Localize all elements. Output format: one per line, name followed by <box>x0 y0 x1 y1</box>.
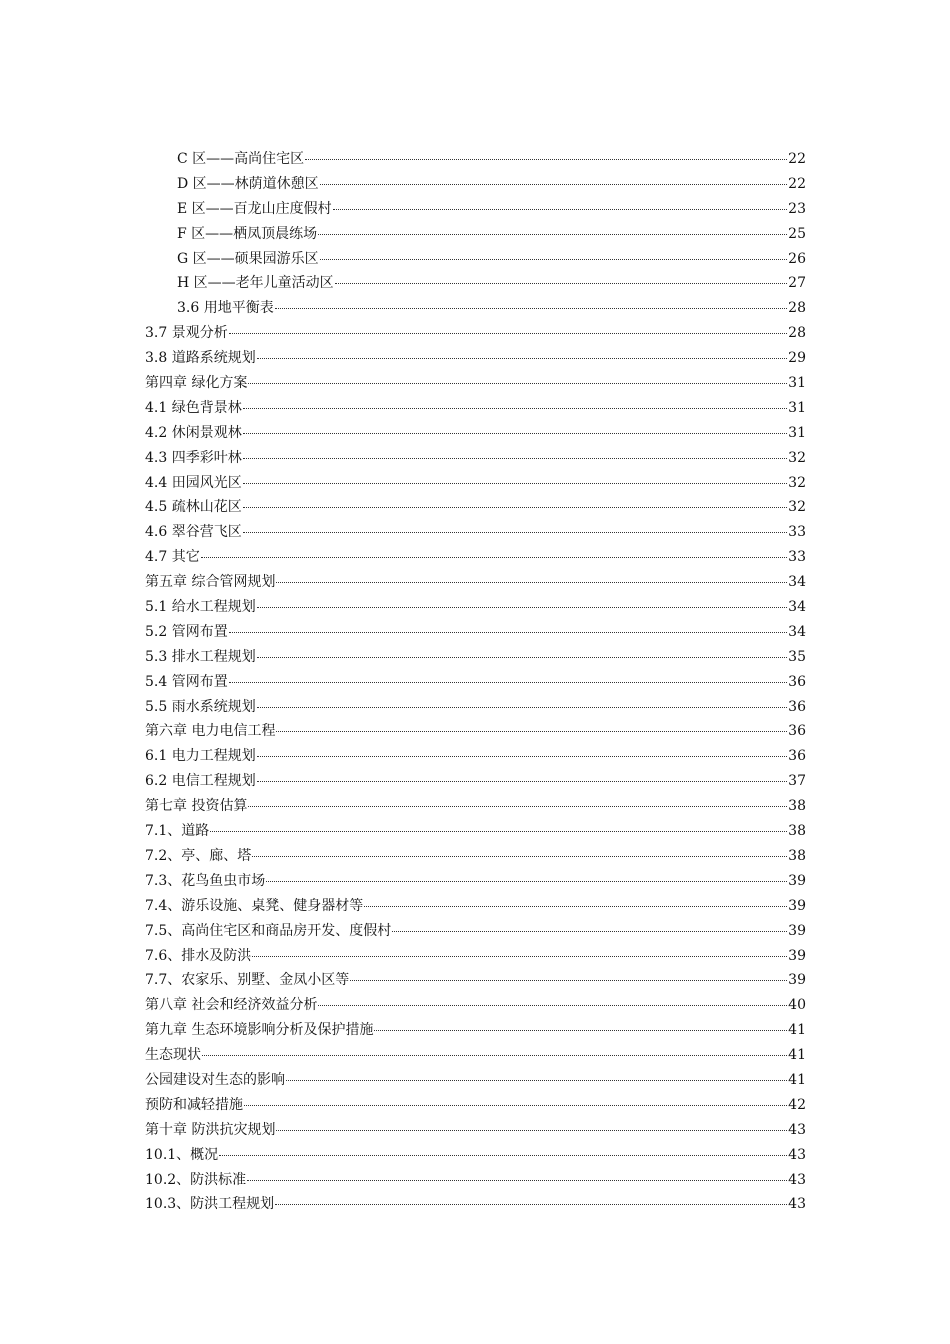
toc-entry-page-number: 39 <box>788 922 806 939</box>
dot-leader <box>257 607 787 608</box>
toc-entry-page-number: 31 <box>788 424 806 441</box>
dot-leader <box>320 259 788 260</box>
toc-entry[interactable] <box>145 919 806 944</box>
dot-leader <box>202 1055 787 1056</box>
toc-entry-page-number: 36 <box>788 748 806 765</box>
dot-leader <box>392 931 787 932</box>
toc-entry-title: 10.3、防洪工程规划 <box>145 1196 275 1213</box>
dot-leader <box>275 308 787 309</box>
dot-leader <box>243 532 787 533</box>
toc-entry-page-number: 33 <box>788 524 806 541</box>
toc-entry-title: 4.3 四季彩叶林 <box>145 449 242 466</box>
toc-entry-title: 5.1 给水工程规划 <box>145 599 256 616</box>
dot-leader <box>219 1155 787 1156</box>
toc-entry-title: C 区——高尚住宅区 <box>177 151 305 167</box>
toc-entry-title: 4.5 疏林山花区 <box>145 499 242 516</box>
dot-leader <box>229 632 787 633</box>
toc-entry-page-number: 34 <box>788 623 806 640</box>
toc-entry-title: 3.6 用地平衡表 <box>177 300 274 317</box>
toc-entry-title: F 区——栖凤顶晨练场 <box>177 225 318 242</box>
toc-entry-page-number: 22 <box>788 175 806 192</box>
toc-entry-page-number: 41 <box>788 1047 806 1064</box>
toc-entry[interactable] <box>145 1168 806 1193</box>
dot-leader <box>252 956 787 957</box>
toc-entry-title: 6.2 电信工程规划 <box>145 773 256 790</box>
toc-entry-title: E 区——百龙山庄度假村 <box>177 200 332 217</box>
dot-leader <box>257 756 787 757</box>
toc-entry-page-number: 38 <box>788 823 806 840</box>
toc-entry-page-number: 23 <box>788 200 806 217</box>
toc-entry-page-number: 25 <box>788 225 806 242</box>
dot-leader <box>243 507 787 508</box>
toc-entry-title: 4.2 休闲景观林 <box>145 424 242 441</box>
toc-entry-title: 5.3 排水工程规划 <box>145 648 256 665</box>
dot-leader <box>243 483 787 484</box>
toc-entry-page-number: 22 <box>788 151 806 167</box>
toc-entry-title: 第七章 投资估算 <box>145 798 248 815</box>
toc-entry-title: 7.2、亭、廊、塔 <box>145 847 252 864</box>
dot-leader <box>257 707 787 708</box>
toc-entry[interactable] <box>145 695 806 720</box>
toc-entry[interactable] <box>145 471 806 496</box>
toc-entry-page-number: 43 <box>788 1196 806 1213</box>
toc-entry[interactable] <box>145 744 806 769</box>
toc-entry-page-number: 41 <box>788 1071 806 1088</box>
toc-entry-page-number: 40 <box>788 997 806 1014</box>
toc-entry-page-number: 28 <box>788 325 806 342</box>
dot-leader <box>275 1204 787 1205</box>
dot-leader <box>318 1005 787 1006</box>
toc-entry[interactable] <box>145 222 806 247</box>
toc-entry-page-number: 34 <box>788 599 806 616</box>
toc-entry-title: 7.3、花鸟鱼虫市场 <box>145 872 266 889</box>
toc-entry-title: 4.4 田园风光区 <box>145 474 242 491</box>
dot-leader <box>244 1105 787 1106</box>
toc-entry[interactable] <box>145 1043 806 1068</box>
toc-entry-title: 5.5 雨水系统规划 <box>145 698 256 715</box>
toc-entry-title: 第十章 防洪抗灾规划 <box>145 1121 276 1138</box>
toc-entry-title: 5.4 管网布置 <box>145 673 228 690</box>
toc-entry-page-number: 29 <box>788 350 806 367</box>
toc-entry[interactable] <box>145 520 806 545</box>
toc-entry-page-number: 28 <box>788 300 806 317</box>
dot-leader <box>333 209 788 210</box>
toc-entry-title: 7.5、高尚住宅区和商品房开发、度假村 <box>145 922 392 939</box>
toc-entry[interactable] <box>145 769 806 794</box>
toc-entry[interactable] <box>145 371 806 396</box>
toc-entry-page-number: 27 <box>788 275 806 292</box>
toc-entry-title: 4.1 绿色背景林 <box>145 399 242 416</box>
dot-leader <box>248 383 787 384</box>
toc-entry[interactable] <box>145 271 806 296</box>
dot-leader <box>305 159 787 160</box>
toc-entry[interactable] <box>145 1093 806 1118</box>
toc-entry-page-number: 42 <box>788 1096 806 1113</box>
toc-entry[interactable] <box>145 147 806 172</box>
toc-entry[interactable] <box>145 446 806 471</box>
toc-entry[interactable] <box>145 570 806 595</box>
toc-entry[interactable] <box>145 645 806 670</box>
toc-entry-title: 第九章 生态环境影响分析及保护措施 <box>145 1022 374 1039</box>
toc-entry[interactable] <box>145 421 806 446</box>
toc-entry[interactable] <box>145 197 806 222</box>
dot-leader <box>248 806 787 807</box>
toc-entry-title: 第八章 社会和经济效益分析 <box>145 997 318 1014</box>
toc-entry[interactable] <box>145 296 806 321</box>
toc-entry-page-number: 32 <box>788 449 806 466</box>
dot-leader <box>201 557 787 558</box>
toc-entry-title: D 区——林荫道休憩区 <box>177 175 319 192</box>
dot-leader <box>243 458 787 459</box>
dot-leader <box>252 856 787 857</box>
toc-entry[interactable] <box>145 495 806 520</box>
toc-entry-page-number: 39 <box>788 897 806 914</box>
toc-entry[interactable] <box>145 172 806 197</box>
toc-entry-title: 3.8 道路系统规划 <box>145 350 256 367</box>
toc-entry-title: 第四章 绿化方案 <box>145 375 248 392</box>
toc-entry-title: 5.2 管网布置 <box>145 623 228 640</box>
dot-leader <box>350 980 787 981</box>
dot-leader <box>243 408 787 409</box>
dot-leader <box>286 1080 787 1081</box>
toc-entry-title: 生态现状 <box>145 1047 201 1064</box>
toc-entry[interactable] <box>145 993 806 1018</box>
toc-entry-page-number: 43 <box>788 1146 806 1163</box>
toc-entry-title: 7.7、农家乐、别墅、金凤小区等 <box>145 972 350 989</box>
toc-entry-title: 4.6 翠谷营飞区 <box>145 524 242 541</box>
toc-entry[interactable] <box>145 670 806 695</box>
toc-entry-page-number: 35 <box>788 648 806 665</box>
dot-leader <box>374 1030 787 1031</box>
dot-leader <box>266 881 787 882</box>
toc-entry[interactable] <box>145 545 806 570</box>
dot-leader <box>276 582 787 583</box>
toc-entry-page-number: 31 <box>788 399 806 416</box>
toc-entry[interactable] <box>145 1143 806 1168</box>
toc-entry-title: 6.1 电力工程规划 <box>145 748 256 765</box>
toc-entry-page-number: 32 <box>788 474 806 491</box>
dot-leader <box>276 1130 787 1131</box>
toc-entry-title: 7.4、游乐设施、桌凳、健身器材等 <box>145 897 364 914</box>
toc-entry-title: 第五章 综合管网规划 <box>145 574 276 591</box>
dot-leader <box>247 1180 787 1181</box>
toc-entry-title: 10.2、防洪标准 <box>145 1171 247 1188</box>
toc-entry[interactable] <box>145 719 806 744</box>
toc-entry[interactable] <box>145 968 806 993</box>
toc-entry-title: 10.1、概况 <box>145 1146 219 1163</box>
toc-entry[interactable] <box>145 869 806 894</box>
toc-entry[interactable] <box>145 620 806 645</box>
toc-entry-page-number: 36 <box>788 698 806 715</box>
toc-entry-title: 3.7 景观分析 <box>145 325 228 342</box>
toc-entry[interactable] <box>145 396 806 421</box>
dot-leader <box>210 831 787 832</box>
toc-entry-page-number: 38 <box>788 798 806 815</box>
toc-entry-page-number: 33 <box>788 549 806 566</box>
dot-leader <box>318 234 787 235</box>
toc-entry[interactable] <box>145 1018 806 1043</box>
toc-entry-page-number: 36 <box>788 673 806 690</box>
toc-entry-page-number: 39 <box>788 972 806 989</box>
toc-entry-page-number: 39 <box>788 872 806 889</box>
toc-entry[interactable] <box>145 1118 806 1143</box>
dot-leader <box>229 682 787 683</box>
toc-entry-page-number: 38 <box>788 847 806 864</box>
dot-leader <box>257 781 787 782</box>
dot-leader <box>257 358 787 359</box>
toc-entry-page-number: 36 <box>788 723 806 740</box>
toc-entry[interactable] <box>145 944 806 969</box>
dot-leader <box>335 283 788 284</box>
toc-entry[interactable] <box>145 595 806 620</box>
dot-leader <box>276 731 787 732</box>
dot-leader <box>229 333 787 334</box>
toc-entry-title: 预防和减轻措施 <box>145 1096 243 1113</box>
toc-entry-page-number: 32 <box>788 499 806 516</box>
toc-entry[interactable] <box>145 819 806 844</box>
toc-entry[interactable] <box>145 844 806 869</box>
toc-entry-page-number: 34 <box>788 574 806 591</box>
toc-entry-title: 公园建设对生态的影响 <box>145 1071 285 1088</box>
toc-entry[interactable] <box>145 894 806 919</box>
toc-entry-page-number: 43 <box>788 1171 806 1188</box>
toc-entry-page-number: 31 <box>788 375 806 392</box>
toc-entry-title: 7.6、排水及防洪 <box>145 947 252 964</box>
toc-entry-page-number: 26 <box>788 250 806 267</box>
toc-entry-title: G 区——硕果园游乐区 <box>177 250 319 267</box>
toc-entry[interactable] <box>145 794 806 819</box>
toc-entry-page-number: 39 <box>788 947 806 964</box>
dot-leader <box>257 657 787 658</box>
toc-entry-title: 第六章 电力电信工程 <box>145 723 276 740</box>
toc-entry[interactable] <box>145 1068 806 1093</box>
toc-entry-title: H 区——老年儿童活动区 <box>177 275 334 292</box>
dot-leader <box>243 433 787 434</box>
toc-entry-page-number: 37 <box>788 773 806 790</box>
dot-leader <box>320 184 787 185</box>
toc-entry-title: 4.7 其它 <box>145 549 200 566</box>
toc-entry-page-number: 43 <box>788 1121 806 1138</box>
dot-leader <box>364 906 787 907</box>
toc-entry[interactable] <box>145 346 806 371</box>
toc-entry-title: 7.1、道路 <box>145 823 210 840</box>
toc-entry-page-number: 41 <box>788 1022 806 1039</box>
toc-entry[interactable] <box>145 321 806 346</box>
table-of-contents <box>145 147 806 1217</box>
toc-entry[interactable] <box>145 247 806 272</box>
toc-entry[interactable] <box>145 1192 806 1217</box>
